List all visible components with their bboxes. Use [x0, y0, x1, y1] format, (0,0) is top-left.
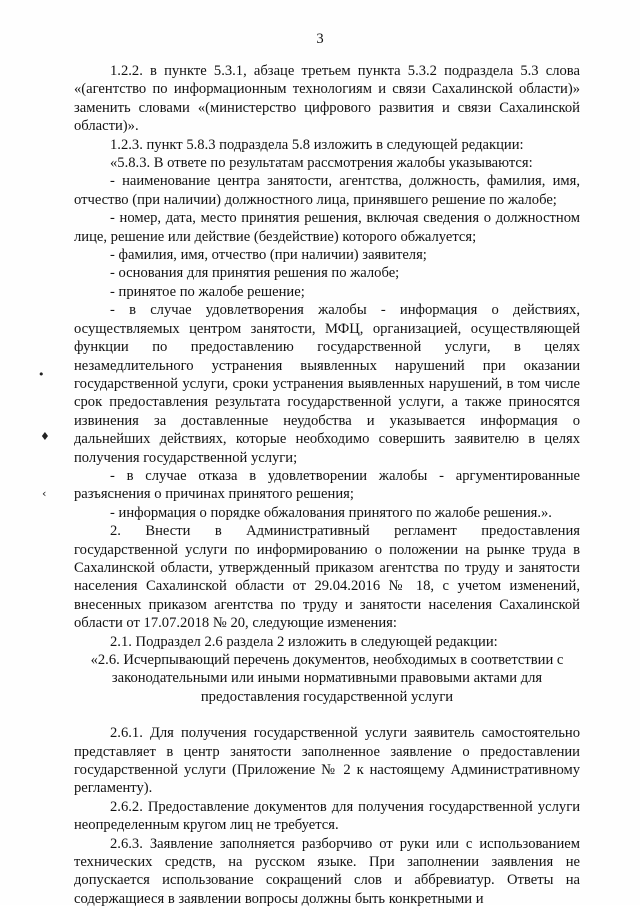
section-heading-2-6: «2.6. Исчерпывающий перечень документов, необходимых в соответствии с законодательными или иными нормативными правовыми актами для предоставления государственной услуги — [90, 652, 564, 705]
margin-mark: • — [38, 368, 45, 381]
paragraph-1-2-3: 1.2.3. пункт 5.8.3 подраздела 5.8 изложить в следующей редакции: — [110, 136, 524, 153]
paragraph-2-1: 2.1. Подраздел 2.6 раздела 2 изложить в следующей редакции: — [110, 633, 498, 650]
list-item: - в случае отказа в удовлетворении жалобы - аргументированные разъяснения о причинах принятого решения; — [74, 467, 580, 503]
margin-mark: ♦ — [40, 430, 50, 443]
list-item: - информация о порядке обжалования принятого по жалобе решения.». — [110, 504, 552, 521]
page-number: 3 — [316, 31, 324, 47]
paragraph-2: 2. Внести в Административный регламент предоставления государственной услуги по информированию о положении на рынке труда в Сахалинской области, утвержденный приказом агентства по труду и занятости населения Сахалинской области от 29.04.2016 № 18, с учетом изменений, внесенных приказом агентства по труду и занятости населения Сахалинской области от 17.07.2018 № 20, следующие изменения: — [74, 523, 580, 632]
paragraph-2-6-3: 2.6.3. Заявление заполняется разборчиво от руки или с использованием технических средств, на русском языке. При заполнении заявления не допускается использование сокращений слов и аббревиатур. Ответы на содержащиеся в заявлении вопросы должны быть конкретными и — [74, 835, 580, 907]
list-item: - наименование центра занятости, агентства, должность, фамилия, имя, отчество (при наличии) должностного лица, принявшего решение по жалобе; — [74, 173, 580, 208]
list-item: - принятое по жалобе решение; — [110, 283, 305, 300]
list-item: - номер, дата, место принятия решения, включая сведения о должностном лице, решение или действие (бездействие) которого обжалуется; — [74, 210, 580, 245]
paragraph-2-6-2: 2.6.2. Предоставление документов для получения государственной услуги неопределенным кругом лиц не требуется. — [74, 798, 580, 834]
paragraph-5-8-3: «5.8.3. В ответе по результатам рассмотрения жалобы указываются: — [110, 155, 533, 172]
document-body — [74, 62, 580, 908]
list-item: - в случае удовлетворения жалобы - информация о действиях, осуществляемых центром занятости, МФЦ, организацией, осуществляющей функции по предоставлению государственной услуги, в целях незамедлительного устранения выявленных нарушений при оказании государственной услуги, сроки устранения выявленных нарушений, в том числе срок предоставления результата государственной услуги, а также приносятся извинения за доставленные неудобства и указывается информация о дальнейших действиях, которые необходимо совершить заявителю в целях получения государственной услуги; — [74, 302, 580, 466]
paragraph-1-2-2: 1.2.2. в пункте 5.3.1, абзаце третьем пункта 5.3.2 подраздела 5.3 слова «(агентство по информационным технологиям и связи Сахалинской области)» заменить словами «(министерство цифрового развития и связи Сахалинской области)». — [74, 63, 580, 135]
paragraph-2-6-1: 2.6.1. Для получения государственной услуги заявитель самостоятельно представляет в центр занятости заполненное заявление о предоставлении государственной услуги (Приложение № 2 к настоящему Административному регламенту). — [74, 725, 580, 797]
list-item: - фамилия, имя, отчество (при наличии) заявителя; — [110, 247, 427, 264]
margin-mark: ‹ — [42, 487, 47, 500]
list-item: - основания для принятия решения по жалобе; — [110, 265, 400, 282]
